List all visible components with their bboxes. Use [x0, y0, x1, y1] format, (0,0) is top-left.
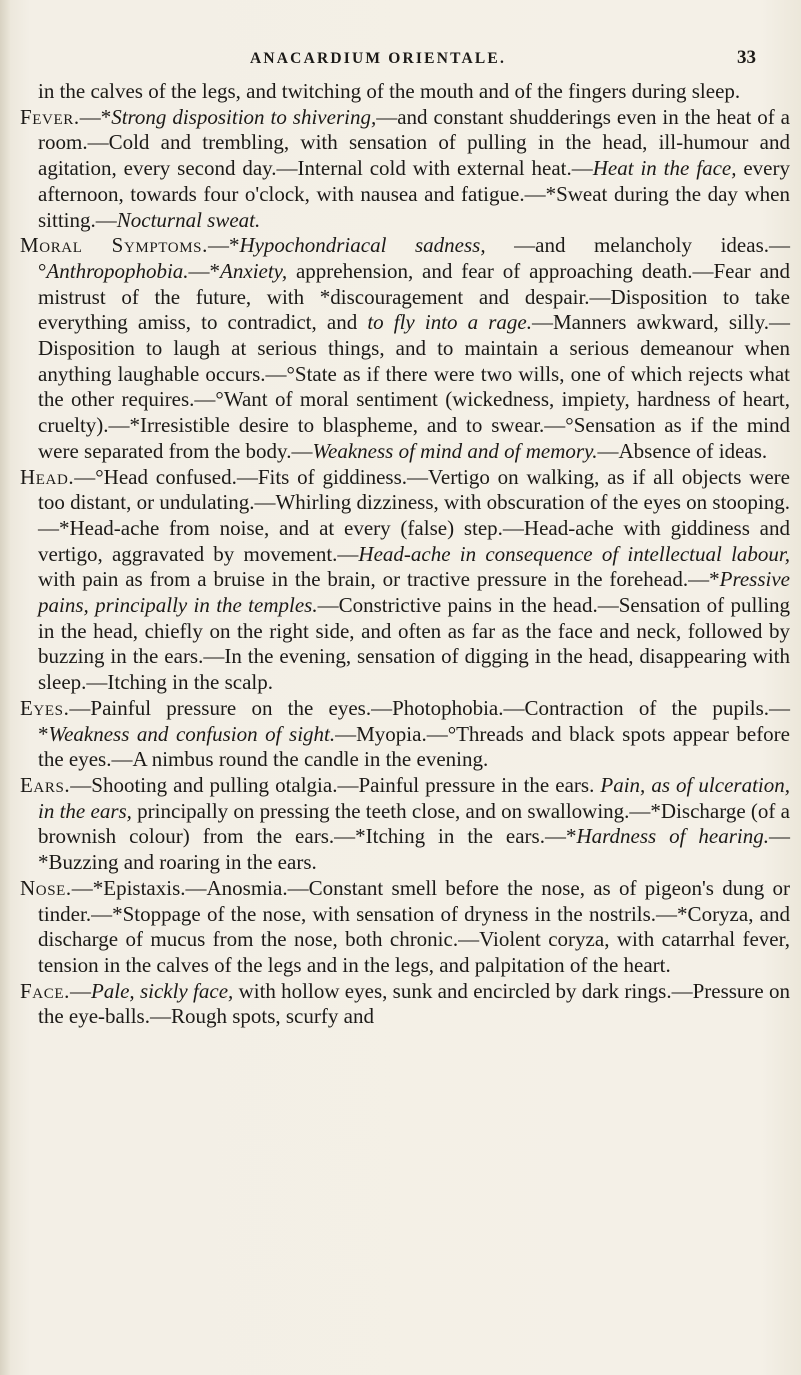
- text-run: —Absence of ideas.: [597, 438, 768, 463]
- section-head-nose: Nose.: [20, 875, 72, 900]
- body-text: [20, 79, 790, 1030]
- text-run: —*Buzzing and roaring in the ears.: [38, 824, 791, 875]
- section-head-ears: Ears.: [20, 772, 71, 797]
- paragraph-calves-continuation: in the calves of the legs, and twitching of the mouth and of the fingers during sleep.: [38, 79, 741, 103]
- text-run: Nocturnal sweat.: [116, 207, 261, 232]
- text-run: Head-ache in consequence of intellectual labour,: [358, 541, 790, 566]
- text-run: Weakness of mind and of memory.: [312, 438, 598, 463]
- text-run: —: [69, 978, 91, 1003]
- section-head-fever: Fever.: [20, 104, 80, 129]
- section-head-moral-symptoms: Moral Symptoms.: [20, 233, 208, 258]
- running-head: ANACARDIUM ORIENTALE.: [250, 50, 507, 67]
- paragraph-moral-symptoms: [20, 233, 790, 464]
- text-run: Pressive pains, principally in the temples.: [38, 567, 790, 618]
- text-run: —°Head confused.—Fits of giddiness.—Vertigo on walking, as if all objects were too distant, or undulating.—Whirling dizziness, with obscuration of the eyes on stooping.—*Head-ache from noise, and at every (false) step.—Head-ache with giddiness and vertigo, aggravated by movement.—: [38, 464, 790, 566]
- paragraph-nose: [20, 876, 790, 979]
- text-run: —Manners awkward, silly.—Disposition to laugh at serious things, and to maintain a serious demeanour when anything laughable occurs.—°State as if there were two wills, one of which rejects what the other requires.—°Want of moral sentiment (wickedness, impiety, hardness of heart, cruelty).—*Irresistible desire to blaspheme, and to swear.—°Sensation as if the mind were separated from the body.—: [38, 310, 790, 463]
- text-run: with hollow eyes, sunk and encircled by dark rings.—Pressure on the eye-balls.—Rough spots, scurfy and: [38, 978, 791, 1029]
- text-run: Pale, sickly face,: [90, 978, 234, 1003]
- text-run: —and constant shudderings even in the heat of a room.—Cold and trembling, with sensation of pulling in the head, ill-humour and agitation, every second day.—Internal cold with external heat.—: [38, 104, 791, 181]
- paragraph-ears: [20, 773, 790, 876]
- text-run: Hardness of hearing.: [576, 824, 770, 849]
- section-head-face: Face.: [20, 978, 70, 1003]
- text-run: —Constrictive pains in the head.—Sensation of pulling in the head, chiefly on the right side, and often as far as the face and neck, followed by buzzing in the ears.—In the evening, sensation of digging in the head, disappearing with sleep.—Itching in the scalp.: [38, 593, 791, 695]
- text-run: —*: [188, 258, 221, 283]
- paragraph-face: [20, 979, 790, 1030]
- text-run: Heat in the face,: [592, 156, 737, 181]
- text-run: Pain, as of ulceration, in the ears,: [38, 772, 790, 823]
- text-run: —and melancholy ideas.—°: [38, 233, 790, 283]
- text-run: Hypochondriacal sadness,: [239, 233, 486, 258]
- text-run: Strong disposition to shivering,: [111, 104, 377, 129]
- text-run: —*Epistaxis.—Anosmia.—Constant smell before the nose, as of pigeon's dung or tinder.—*Stoppage of the nose, with sensation of dryness in the nostrils.—*Coryza, and discharge of mucus from the nose, both chronic.—Violent coryza, with catarrhal fever, tension in the calves of the legs and in the legs, and palpitation of the heart.: [38, 875, 790, 977]
- text-run: every afternoon, towards four o'clock, with nausea and fatigue.—*Sweat during the day when sitting.—: [38, 156, 790, 232]
- text-run: Weakness and confusion of sight.: [48, 721, 336, 746]
- text-run: Anxiety,: [220, 258, 288, 283]
- text-run: —Painful pressure on the eyes.—Photophobia.—Contraction of the pupils.—*: [38, 695, 790, 746]
- section-head-eyes: Eyes.: [20, 695, 70, 720]
- binding-edge: [0, 0, 10, 1375]
- paragraph-eyes: [20, 696, 790, 773]
- page-number: 33: [737, 47, 756, 68]
- text-run: —*: [207, 233, 240, 258]
- text-run: principally on pressing the teeth close, and on swallowing.—*Discharge (of a brownish colour) from the ears.—*Itching in the ears.—*: [38, 798, 790, 849]
- paragraph-head: [20, 465, 790, 696]
- section-head-head: Head.: [20, 464, 75, 489]
- page-header: [0, 48, 801, 78]
- text-run: —*: [79, 104, 112, 129]
- text-run: apprehension, and fear of approaching death.—Fear and mistrust of the future, with *discouragement and despair.—Disposition to take everything amiss, to contradict, and: [38, 258, 790, 335]
- text-run: —Myopia.—°Threads and black spots appear before the eyes.—A nimbus round the candle in the evening.: [38, 721, 790, 772]
- text-run: Anthropophobia.: [46, 258, 189, 283]
- paragraph-fever: [20, 105, 790, 234]
- text-run: —Shooting and pulling otalgia.—Painful pressure in the ears.: [70, 772, 601, 797]
- text-run: with pain as from a bruise in the brain, or tractive pressure in the forehead.—*: [38, 567, 720, 592]
- text-run: to fly into a rage.: [367, 310, 532, 335]
